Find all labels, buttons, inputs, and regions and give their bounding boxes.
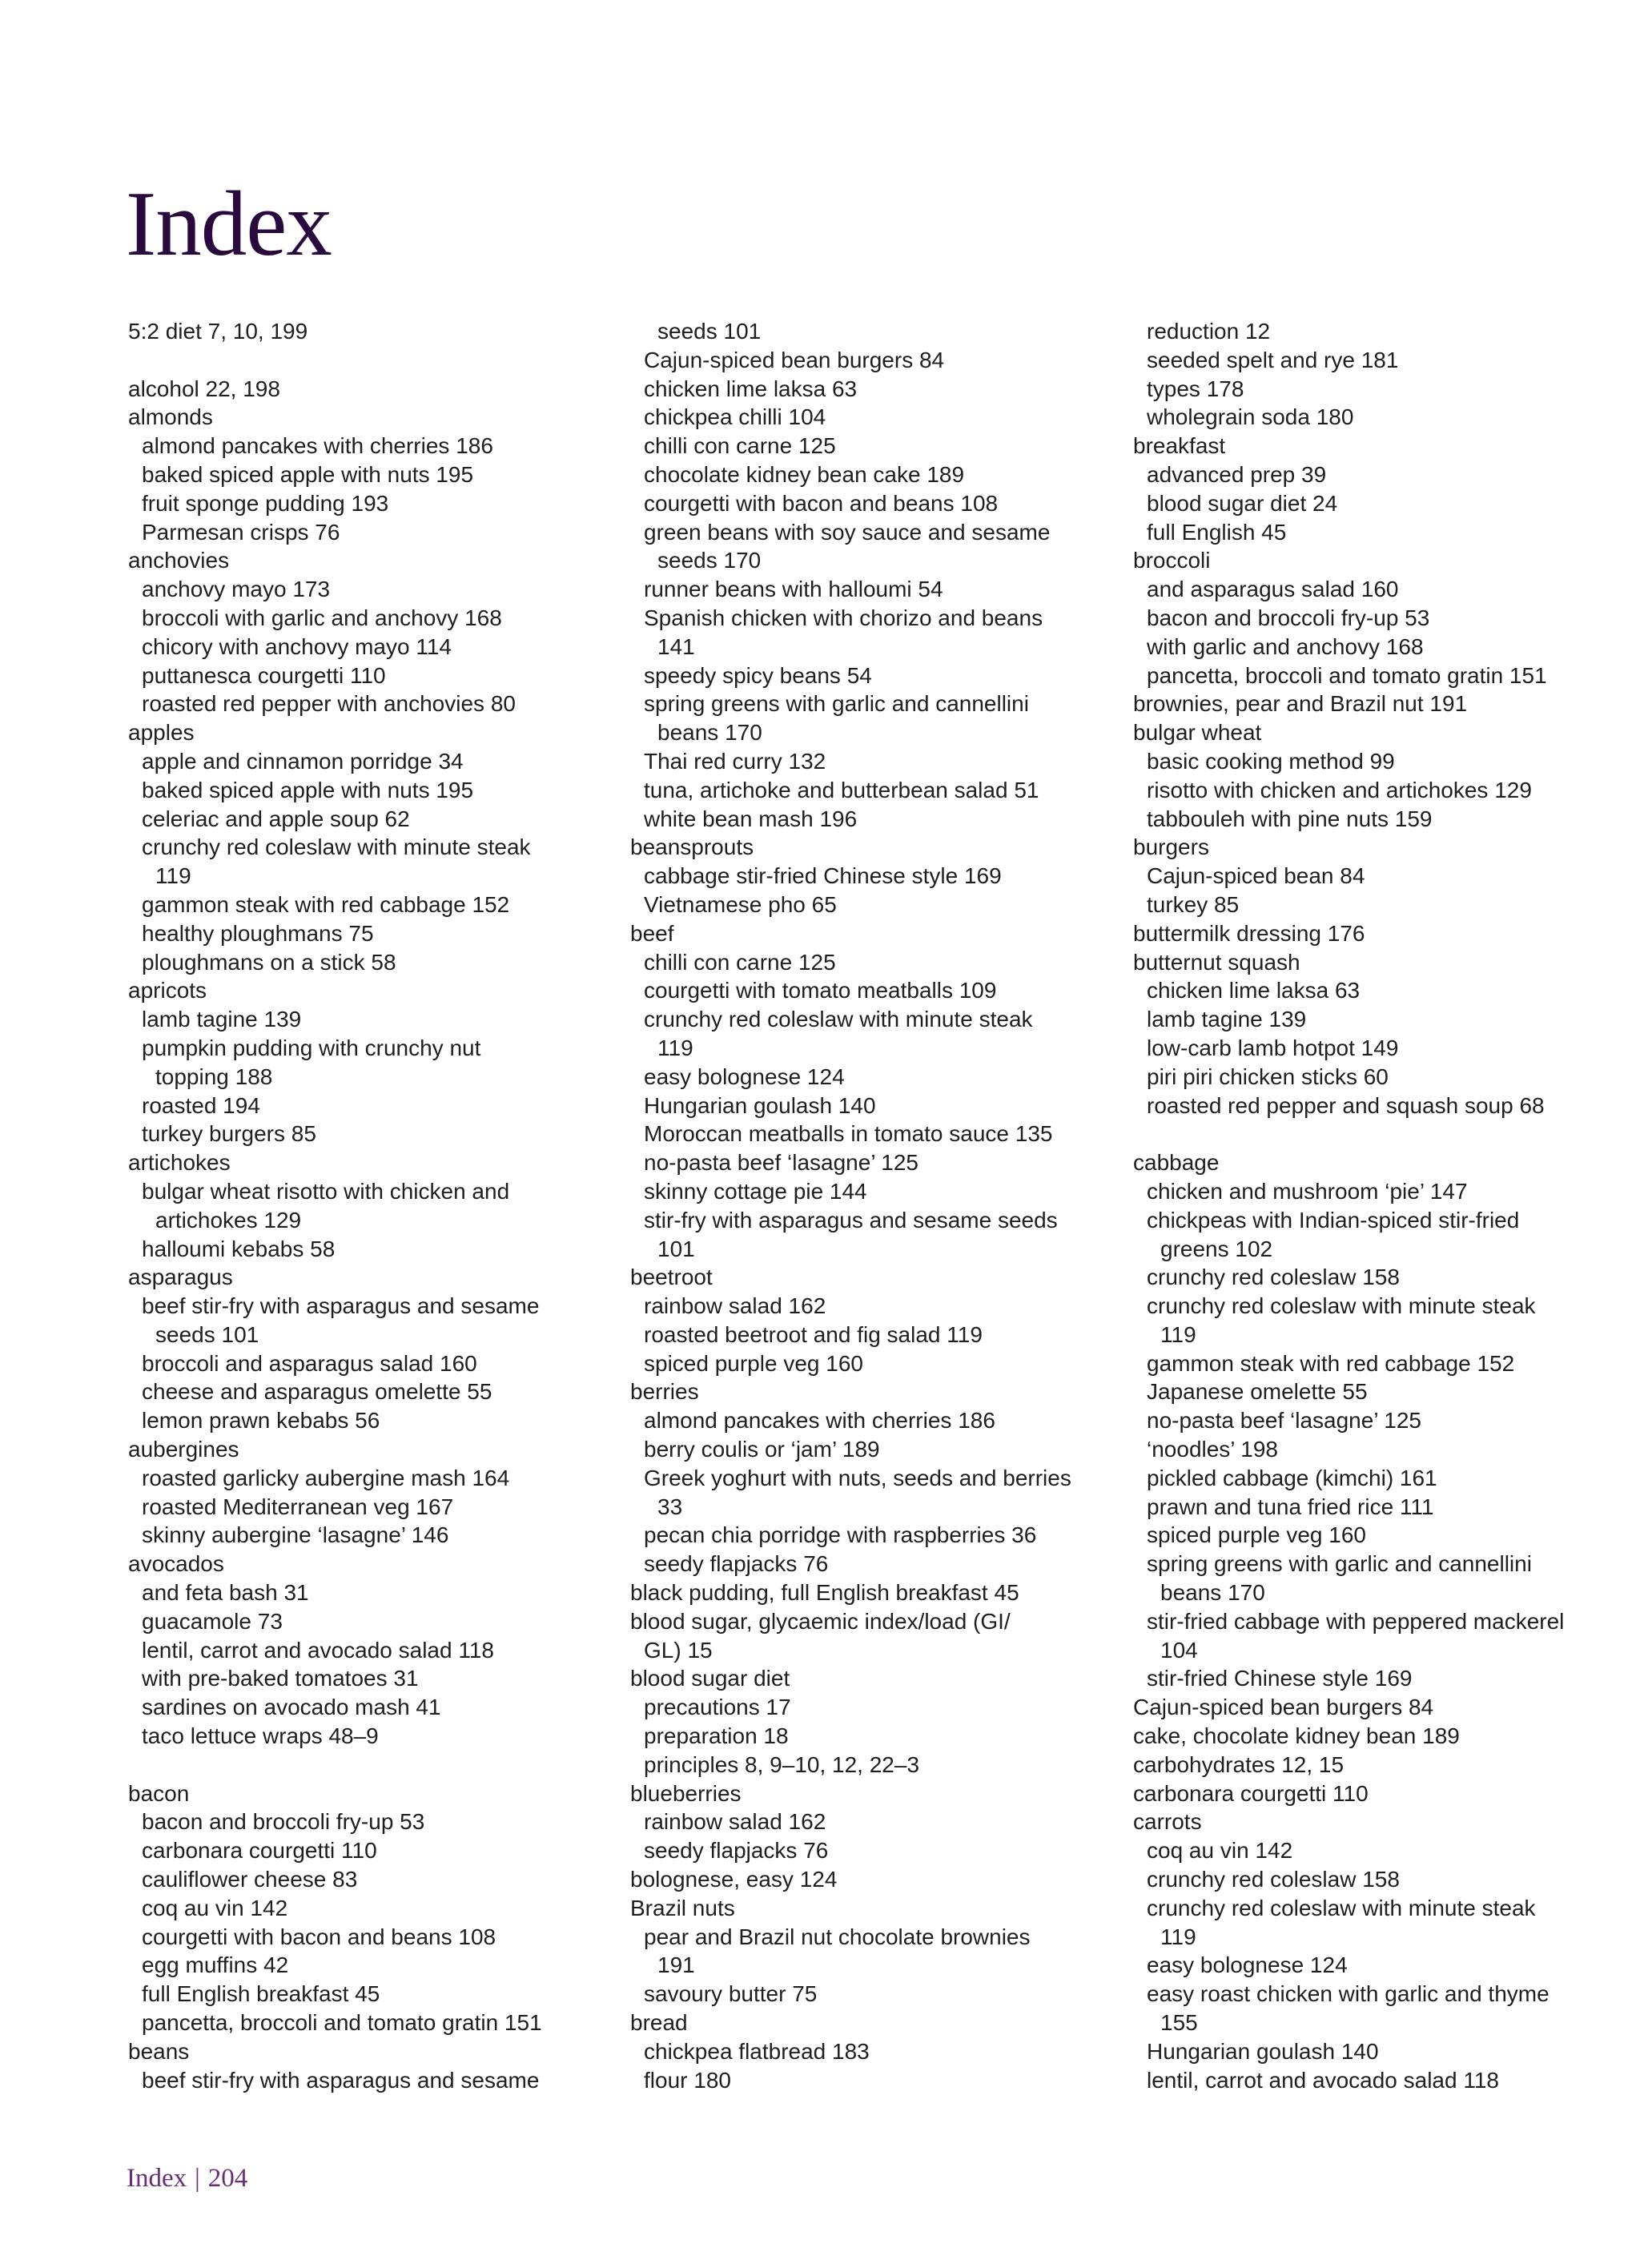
index-entry: full English breakfast 45 [142,1981,380,2007]
index-entry: greens 102 [1160,1236,1273,1261]
index-heading: blood sugar diet [630,1666,790,1691]
index-heading: bolognese, easy 124 [630,1867,838,1892]
index-entry: beef stir-fry with asparagus and sesame [142,2067,540,2093]
index-entry: roasted red pepper and squash soup 68 [1147,1092,1545,1118]
index-heading: avocados [128,1551,224,1577]
index-entry: lentil, carrot and avocado salad 118 [1147,2067,1499,2093]
index-entry: carbonara courgetti 110 [142,1838,377,1864]
index-entry: 119 [657,1035,693,1060]
index-entry: Vietnamese pho 65 [644,891,837,917]
index-entry: healthy ploughmans 75 [142,920,374,946]
index-heading: black pudding, full English breakfast 45 [630,1580,1019,1606]
index-entry: skinny aubergine ‘lasagne’ 146 [142,1522,449,1548]
section-gap [128,346,609,375]
index-entry: seedy flapjacks 76 [644,1838,829,1864]
index-entry: roasted garlicky aubergine mash 164 [142,1465,510,1490]
index-entry: seeds 101 [155,1321,259,1347]
index-entry: chickpea flatbread 183 [644,2038,870,2064]
index-entry: spring greens with garlic and cannellini [1147,1551,1532,1577]
index-entry: skinny cottage pie 144 [644,1178,867,1204]
index-heading: buttermilk dressing 176 [1133,920,1365,946]
index-entry: chickpeas with Indian-spiced stir-fried [1147,1207,1520,1233]
index-entry: courgetti with bacon and beans 108 [142,1924,496,1949]
index-heading: 5:2 diet 7, 10, 199 [128,319,308,344]
index-entry: tabbouleh with pine nuts 159 [1147,806,1433,831]
index-entry: green beans with soy sauce and sesame [644,519,1051,545]
index-entry: 104 [1160,1637,1198,1663]
index-entry: broccoli and asparagus salad 160 [142,1350,477,1376]
index-heading: blueberries [630,1780,742,1806]
index-entry: Greek yoghurt with nuts, seeds and berries [644,1465,1071,1490]
index-entry: gammon steak with red cabbage 152 [1147,1350,1515,1376]
index-entry: roasted Mediterranean veg 167 [142,1494,454,1519]
index-entry: chilli con carne 125 [644,949,836,975]
index-entry: pancetta, broccoli and tomato gratin 151 [1147,662,1547,688]
index-entry: bulgar wheat risotto with chicken and [142,1178,510,1204]
index-entry: sardines on avocado mash 41 [142,1695,441,1720]
index-entry: risotto with chicken and artichokes 129 [1147,777,1532,802]
index-entry: and feta bash 31 [142,1580,309,1606]
index-entry: baked spiced apple with nuts 195 [142,461,474,487]
index-entry: apple and cinnamon porridge 34 [142,748,464,774]
index-entry: lamb tagine 139 [1147,1007,1307,1032]
index-heading: blood sugar, glycaemic index/load (GI/ [630,1608,1011,1634]
section-gap [128,1751,609,1779]
index-entry: bacon and broccoli fry-up 53 [1147,605,1430,630]
index-entry: 119 [155,863,191,889]
index-entry: ploughmans on a stick 58 [142,949,396,975]
index-entry: no-pasta beef ‘lasagne’ 125 [1147,1408,1421,1434]
index-entry: seeds 170 [657,548,762,573]
index-heading: brownies, pear and Brazil nut 191 [1133,691,1468,717]
index-entry: spiced purple veg 160 [1147,1522,1366,1548]
index-entry: coq au vin 142 [1147,1838,1293,1864]
index-heading: Brazil nuts [630,1895,735,1920]
index-heading: alcohol 22, 198 [128,376,280,401]
index-entry: full English 45 [1147,519,1287,545]
index-entry: low-carb lamb hotpot 149 [1147,1035,1399,1060]
index-entry: anchovy mayo 173 [142,577,331,602]
index-entry: 119 [1160,1321,1196,1347]
index-entry: lentil, carrot and avocado salad 118 [142,1637,494,1663]
index-entry: cabbage stir-fried Chinese style 169 [644,863,1002,889]
index-entry: Moroccan meatballs in tomato sauce 135 [644,1121,1053,1147]
section-gap [1133,1120,1614,1148]
index-column-3 [1133,317,1614,2094]
index-entry: chilli con carne 125 [644,433,836,459]
index-entry: beans 170 [657,720,762,746]
index-entry: 191 [657,1952,695,1978]
index-entry: topping 188 [155,1064,273,1089]
footer-separator: | [195,2164,200,2193]
index-entry: pickled cabbage (kimchi) 161 [1147,1465,1437,1490]
index-entry: roasted red pepper with anchovies 80 [142,691,516,717]
index-entry: halloumi kebabs 58 [142,1236,336,1261]
index-entry: ‘noodles’ 198 [1147,1437,1278,1462]
index-entry: puttanesca courgetti 110 [142,662,386,688]
index-entry: Cajun-spiced bean 84 [1147,863,1365,889]
index-entry: types 178 [1147,376,1244,401]
index-entry: beef stir-fry with asparagus and sesame [142,1293,540,1319]
index-entry: Cajun-spiced bean burgers 84 [644,347,945,372]
index-entry: with garlic and anchovy 168 [1147,633,1424,659]
index-heading: Cajun-spiced bean burgers 84 [1133,1695,1434,1720]
index-column-1 [128,317,609,2094]
index-entry: chicken and mushroom ‘pie’ 147 [1147,1178,1468,1204]
index-entry: 101 [657,1236,695,1261]
index-entry: prawn and tuna fried rice 111 [1147,1494,1434,1519]
index-entry: lamb tagine 139 [142,1007,302,1032]
index-entry: pancetta, broccoli and tomato gratin 151 [142,2010,542,2036]
index-heading: anchovies [128,548,230,573]
index-entry: 141 [657,633,695,659]
index-heading: butternut squash [1133,949,1300,975]
index-entry: lemon prawn kebabs 56 [142,1408,380,1434]
index-entry: pear and Brazil nut chocolate brownies [644,1924,1031,1949]
index-entry: 119 [1160,1924,1196,1949]
index-entry: egg muffins 42 [142,1952,289,1978]
index-entry: stir-fried cabbage with peppered mackerel [1147,1608,1565,1634]
index-entry: gammon steak with red cabbage 152 [142,891,510,917]
index-heading: cabbage [1133,1150,1220,1176]
index-entry: 155 [1160,2010,1198,2036]
index-entry: turkey burgers 85 [142,1121,316,1147]
page-title: Index [126,173,332,275]
index-entry: guacamole 73 [142,1608,283,1634]
index-entry: roasted 194 [142,1092,260,1118]
index-heading: artichokes [128,1150,231,1176]
page-footer [127,2164,247,2194]
index-heading: carrots [1133,1809,1202,1835]
index-entry: baked spiced apple with nuts 195 [142,777,474,802]
index-entry: speedy spicy beans 54 [644,662,872,688]
index-entry: roasted beetroot and fig salad 119 [644,1321,983,1347]
index-entry: chicken lime laksa 63 [1147,978,1361,1003]
index-entry: broccoli with garlic and anchovy 168 [142,605,502,630]
index-entry: 33 [657,1494,683,1519]
index-entry: turkey 85 [1147,891,1240,917]
index-heading: bacon [128,1780,190,1806]
index-entry: spiced purple veg 160 [644,1350,863,1376]
index-entry: blood sugar diet 24 [1147,490,1338,516]
index-entry: chicory with anchovy mayo 114 [142,633,452,659]
index-entry: courgetti with tomato meatballs 109 [644,978,997,1003]
index-entry: courgetti with bacon and beans 108 [644,490,999,516]
index-entry: cheese and asparagus omelette 55 [142,1379,492,1405]
page-number: 204 [207,2164,248,2193]
index-entry: Spanish chicken with chorizo and beans [644,605,1043,630]
index-heading: bulgar wheat [1133,720,1262,746]
index-heading: carbonara courgetti 110 [1133,1780,1369,1806]
index-heading: carbohydrates 12, 15 [1133,1751,1345,1777]
index-entry: precautions 17 [644,1695,791,1720]
index-column-2 [630,317,1111,2094]
index-heading: burgers [1133,834,1209,860]
index-entry: taco lettuce wraps 48–9 [142,1723,379,1749]
index-entry: cauliflower cheese 83 [142,1867,358,1892]
index-entry: Parmesan crisps 76 [142,519,340,545]
index-heading: broccoli [1133,548,1211,573]
index-entry: with pre-baked tomatoes 31 [142,1666,419,1691]
index-entry: stir-fry with asparagus and sesame seeds [644,1207,1058,1233]
index-entry: and asparagus salad 160 [1147,577,1399,602]
index-entry: reduction 12 [1147,319,1271,344]
index-entry: seeded spelt and rye 181 [1147,347,1399,372]
index-entry: crunchy red coleslaw with minute steak [1147,1293,1536,1319]
index-heading: apples [128,720,195,746]
index-entry: piri piri chicken sticks 60 [1147,1064,1389,1089]
index-heading: asparagus [128,1265,233,1290]
index-heading: cake, chocolate kidney bean 189 [1133,1723,1460,1749]
index-entry: almond pancakes with cherries 186 [644,1408,995,1434]
index-entry: spring greens with garlic and cannellini [644,691,1029,717]
index-entry: beans 170 [1160,1580,1265,1606]
index-entry: Japanese omelette 55 [1147,1379,1368,1405]
index-heading: apricots [128,978,207,1003]
index-entry: crunchy red coleslaw with minute steak [1147,1895,1536,1920]
index-entry: easy bolognese 124 [644,1064,845,1089]
index-entry: advanced prep 39 [1147,461,1327,487]
index-entry: fruit sponge pudding 193 [142,490,389,516]
index-entry: wholegrain soda 180 [1147,404,1354,430]
index-entry: bacon and broccoli fry-up 53 [142,1809,425,1835]
index-entry: rainbow salad 162 [644,1293,826,1319]
index-heading: berries [630,1379,699,1405]
index-entry: Hungarian goulash 140 [644,1092,876,1118]
index-entry: white bean mash 196 [644,806,858,831]
index-entry: savoury butter 75 [644,1981,818,2007]
index-entry: flour 180 [644,2067,731,2093]
index-entry: artichokes 129 [155,1207,302,1233]
index-entry: crunchy red coleslaw with minute steak [644,1007,1033,1032]
index-heading: beetroot [630,1265,713,1290]
index-entry: tuna, artichoke and butterbean salad 51 [644,777,1039,802]
index-heading: breakfast [1133,433,1226,459]
index-heading: aubergines [128,1437,239,1462]
index-entry: chocolate kidney bean cake 189 [644,461,965,487]
index-entry: GL) 15 [644,1637,713,1663]
index-entry: principles 8, 9–10, 12, 22–3 [644,1751,920,1777]
index-entry: no-pasta beef ‘lasagne’ 125 [644,1150,918,1176]
index-entry: runner beans with halloumi 54 [644,577,943,602]
footer-label: Index [127,2164,187,2193]
index-entry: pumpkin pudding with crunchy nut [142,1035,481,1060]
index-entry: coq au vin 142 [142,1895,288,1920]
index-entry: rainbow salad 162 [644,1809,826,1835]
index-entry: seedy flapjacks 76 [644,1551,829,1577]
index-heading: beans [128,2038,190,2064]
index-heading: beansprouts [630,834,754,860]
index-entry: Thai red curry 132 [644,748,826,774]
index-entry: pecan chia porridge with raspberries 36 [644,1522,1037,1548]
index-entry: easy bolognese 124 [1147,1952,1348,1978]
index-entry: Hungarian goulash 140 [1147,2038,1379,2064]
index-heading: beef [630,920,674,946]
index-heading: almonds [128,404,213,430]
index-entry: easy roast chicken with garlic and thyme [1147,1981,1550,2007]
index-entry: almond pancakes with cherries 186 [142,433,493,459]
index-entry: crunchy red coleslaw 158 [1147,1867,1400,1892]
index-entry: chicken lime laksa 63 [644,376,858,401]
index-entry: crunchy red coleslaw 158 [1147,1265,1400,1290]
index-heading: bread [630,2010,688,2036]
index-entry: crunchy red coleslaw with minute steak [142,834,531,860]
index-entry: stir-fried Chinese style 169 [1147,1666,1413,1691]
index-entry: celeriac and apple soup 62 [142,806,410,831]
index-entry: seeds 101 [657,319,762,344]
index-entry: berry coulis or ‘jam’ 189 [644,1437,880,1462]
index-entry: preparation 18 [644,1723,789,1749]
index-entry: chickpea chilli 104 [644,404,826,430]
index-entry: basic cooking method 99 [1147,748,1395,774]
